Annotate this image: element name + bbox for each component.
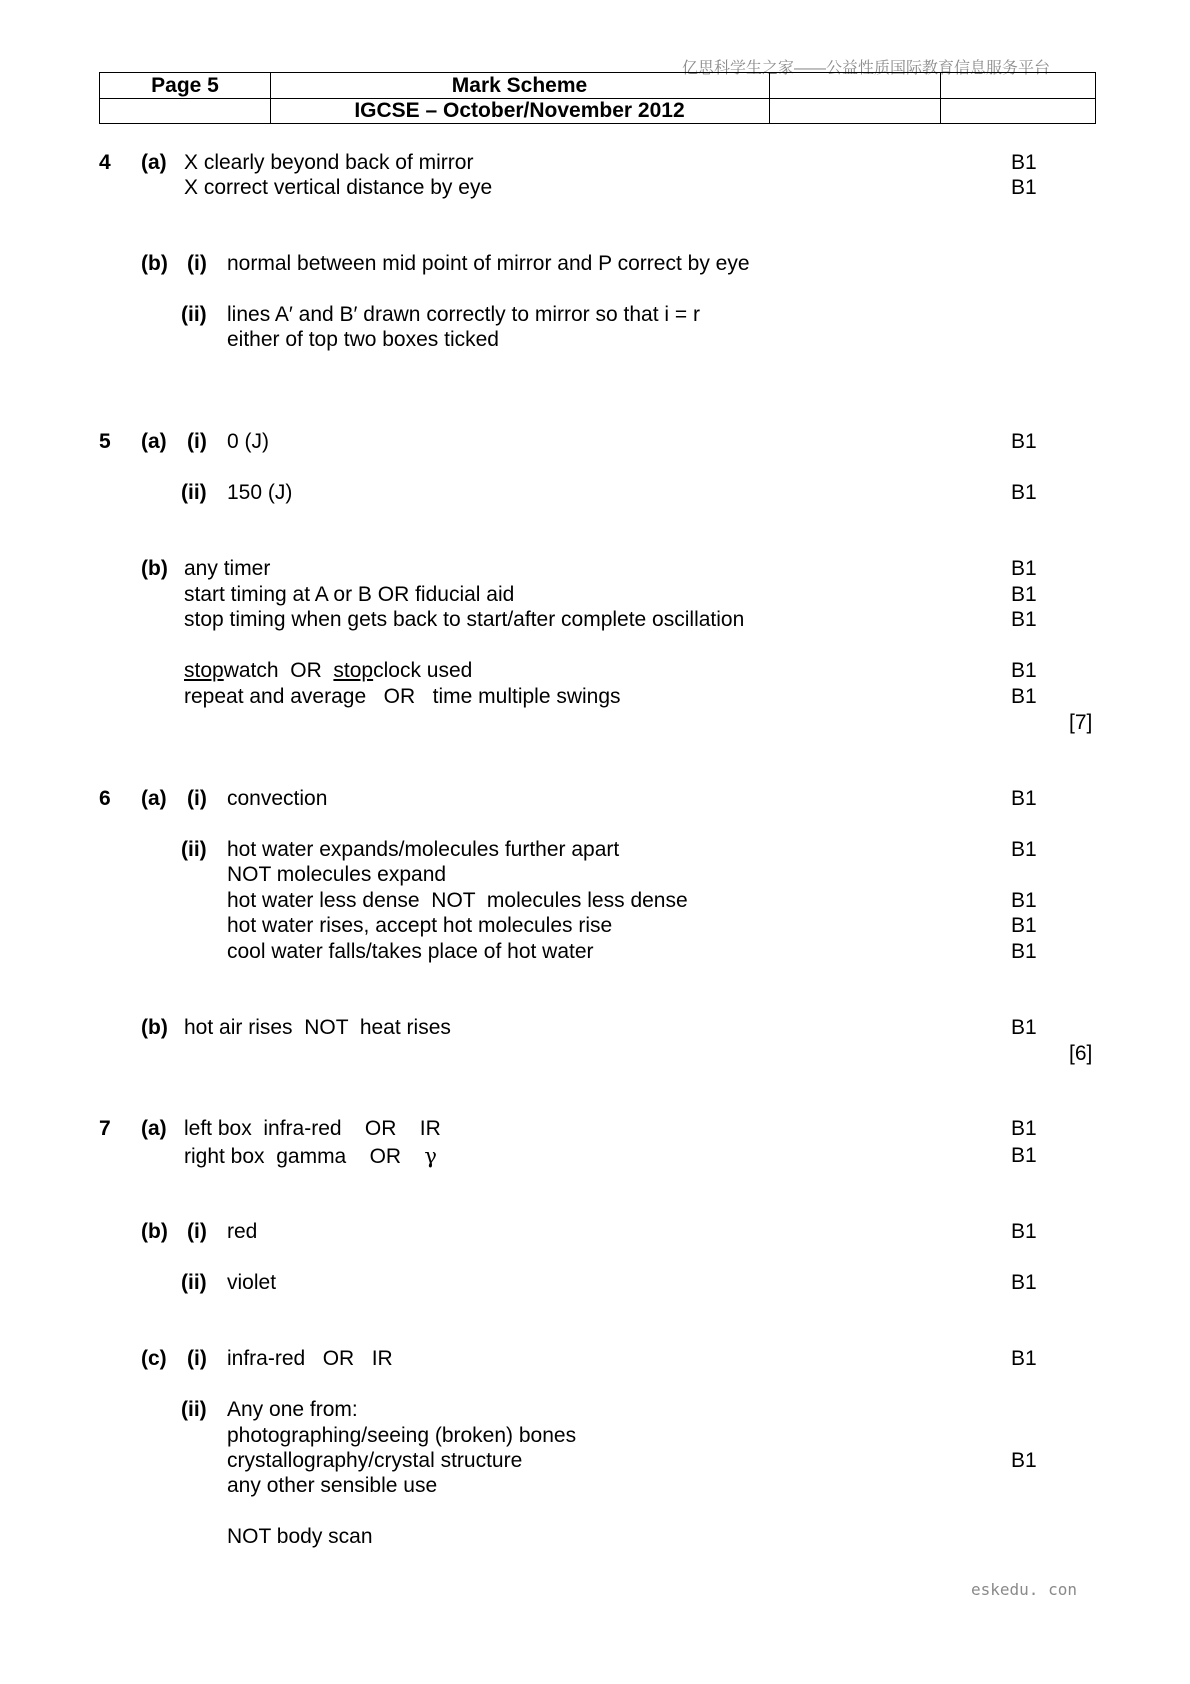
- subpart-label: (i): [187, 1220, 207, 1243]
- answer-line: either of top two boxes ticked: [227, 328, 499, 351]
- mark: B1: [1011, 1144, 1037, 1167]
- answer-line: violet: [227, 1271, 277, 1294]
- answer-line: NOT body scan: [227, 1525, 373, 1548]
- header-page: Page 5: [151, 74, 219, 97]
- answer-line: Any one from:: [227, 1398, 358, 1421]
- question-total: [7]: [1069, 711, 1093, 734]
- answer-text: right box gamma OR: [184, 1145, 425, 1168]
- mark: B1: [1011, 659, 1037, 682]
- mark: B1: [1011, 889, 1037, 912]
- subpart-label: (i): [187, 252, 207, 275]
- answer-line: normal between mid point of mirror and P correct by eye: [227, 252, 750, 275]
- answer-line: [184, 659, 472, 683]
- answer-line: [184, 1144, 437, 1169]
- part-label: (b): [141, 1016, 168, 1039]
- mark: B1: [1011, 583, 1037, 606]
- mark: B1: [1011, 176, 1037, 199]
- subpart-label: (i): [187, 1347, 207, 1370]
- subpart-label: (ii): [181, 481, 207, 504]
- header-subtitle: IGCSE – October/November 2012: [354, 99, 685, 122]
- question-number: 4: [99, 151, 111, 174]
- mark: B1: [1011, 1449, 1037, 1472]
- part-label: (a): [141, 1117, 167, 1140]
- underlined-word: stop: [333, 659, 374, 682]
- part-label: (c): [141, 1347, 167, 1370]
- watermark-bottom: eskedu. con: [971, 1580, 1077, 1599]
- question-number: 6: [99, 787, 111, 810]
- subpart-label: (i): [187, 787, 207, 810]
- watermark-top: 亿思科学生之家——公益性质国际教育信息服务平台: [682, 60, 1051, 77]
- underlined-word: stop: [184, 659, 224, 682]
- answer-line: 0 (J): [227, 430, 269, 453]
- answer-line: hot water expands/molecules further apart: [227, 838, 620, 861]
- mark: B1: [1011, 1220, 1037, 1243]
- mark: B1: [1011, 838, 1037, 861]
- mark: B1: [1011, 1117, 1037, 1140]
- answer-text: watch OR: [223, 659, 334, 682]
- mark: B1: [1011, 685, 1037, 708]
- answer-line: left box infra-red OR IR: [184, 1117, 441, 1140]
- question-number: 5: [99, 430, 111, 453]
- part-label: (b): [141, 1220, 168, 1243]
- answer-line: X clearly beyond back of mirror: [184, 151, 474, 174]
- mark: B1: [1011, 151, 1037, 174]
- part-label: (a): [141, 430, 167, 453]
- mark: B1: [1011, 1271, 1037, 1294]
- answer-line: repeat and average OR time multiple swings: [184, 685, 621, 708]
- mark: B1: [1011, 557, 1037, 580]
- mark: B1: [1011, 608, 1037, 631]
- answer-line: photographing/seeing (broken) bones: [227, 1424, 577, 1447]
- answer-line: NOT molecules expand: [227, 863, 447, 886]
- mark: B1: [1011, 787, 1037, 810]
- subpart-label: (ii): [181, 1271, 207, 1294]
- header-blank: [769, 73, 940, 98]
- answer-line: hot water rises, accept hot molecules rise: [227, 914, 613, 937]
- subpart-label: (ii): [181, 303, 207, 326]
- header-table: [99, 72, 1096, 124]
- header-blank: [940, 73, 1097, 98]
- answer-line: X correct vertical distance by eye: [184, 176, 493, 199]
- gamma-symbol: γ: [424, 1144, 437, 1168]
- mark: B1: [1011, 1016, 1037, 1039]
- question-total: [6]: [1069, 1042, 1093, 1065]
- answer-line: lines A′ and B′ drawn correctly to mirror so that i = r: [227, 303, 700, 326]
- answer-line: any other sensible use: [227, 1474, 438, 1497]
- answer-line: crystallography/crystal structure: [227, 1449, 523, 1472]
- answer-line: hot water less dense NOT molecules less dense: [227, 889, 688, 912]
- part-label: (b): [141, 557, 168, 580]
- subpart-label: (ii): [181, 838, 207, 861]
- question-number: 7: [99, 1117, 111, 1140]
- answer-line: infra-red OR IR: [227, 1347, 393, 1370]
- answer-line: red: [227, 1220, 258, 1243]
- answer-text: clock used: [373, 659, 473, 682]
- part-label: (a): [141, 787, 167, 810]
- answer-line: hot air rises NOT heat rises: [184, 1016, 451, 1039]
- header-title: Mark Scheme: [451, 74, 588, 97]
- mark: B1: [1011, 914, 1037, 937]
- answer-line: convection: [227, 787, 328, 810]
- mark: B1: [1011, 940, 1037, 963]
- mark: B1: [1011, 481, 1037, 504]
- answer-line: 150 (J): [227, 481, 293, 504]
- part-label: (b): [141, 252, 168, 275]
- answer-line: any timer: [184, 557, 271, 580]
- mark: B1: [1011, 430, 1037, 453]
- answer-line: cool water falls/takes place of hot water: [227, 940, 594, 963]
- mark: B1: [1011, 1347, 1037, 1370]
- part-label: (a): [141, 151, 167, 174]
- subpart-label: (ii): [181, 1398, 207, 1421]
- subpart-label: (i): [187, 430, 207, 453]
- answer-line: stop timing when gets back to start/after complete oscillation: [184, 608, 745, 631]
- answer-line: start timing at A or B OR fiducial aid: [184, 583, 515, 606]
